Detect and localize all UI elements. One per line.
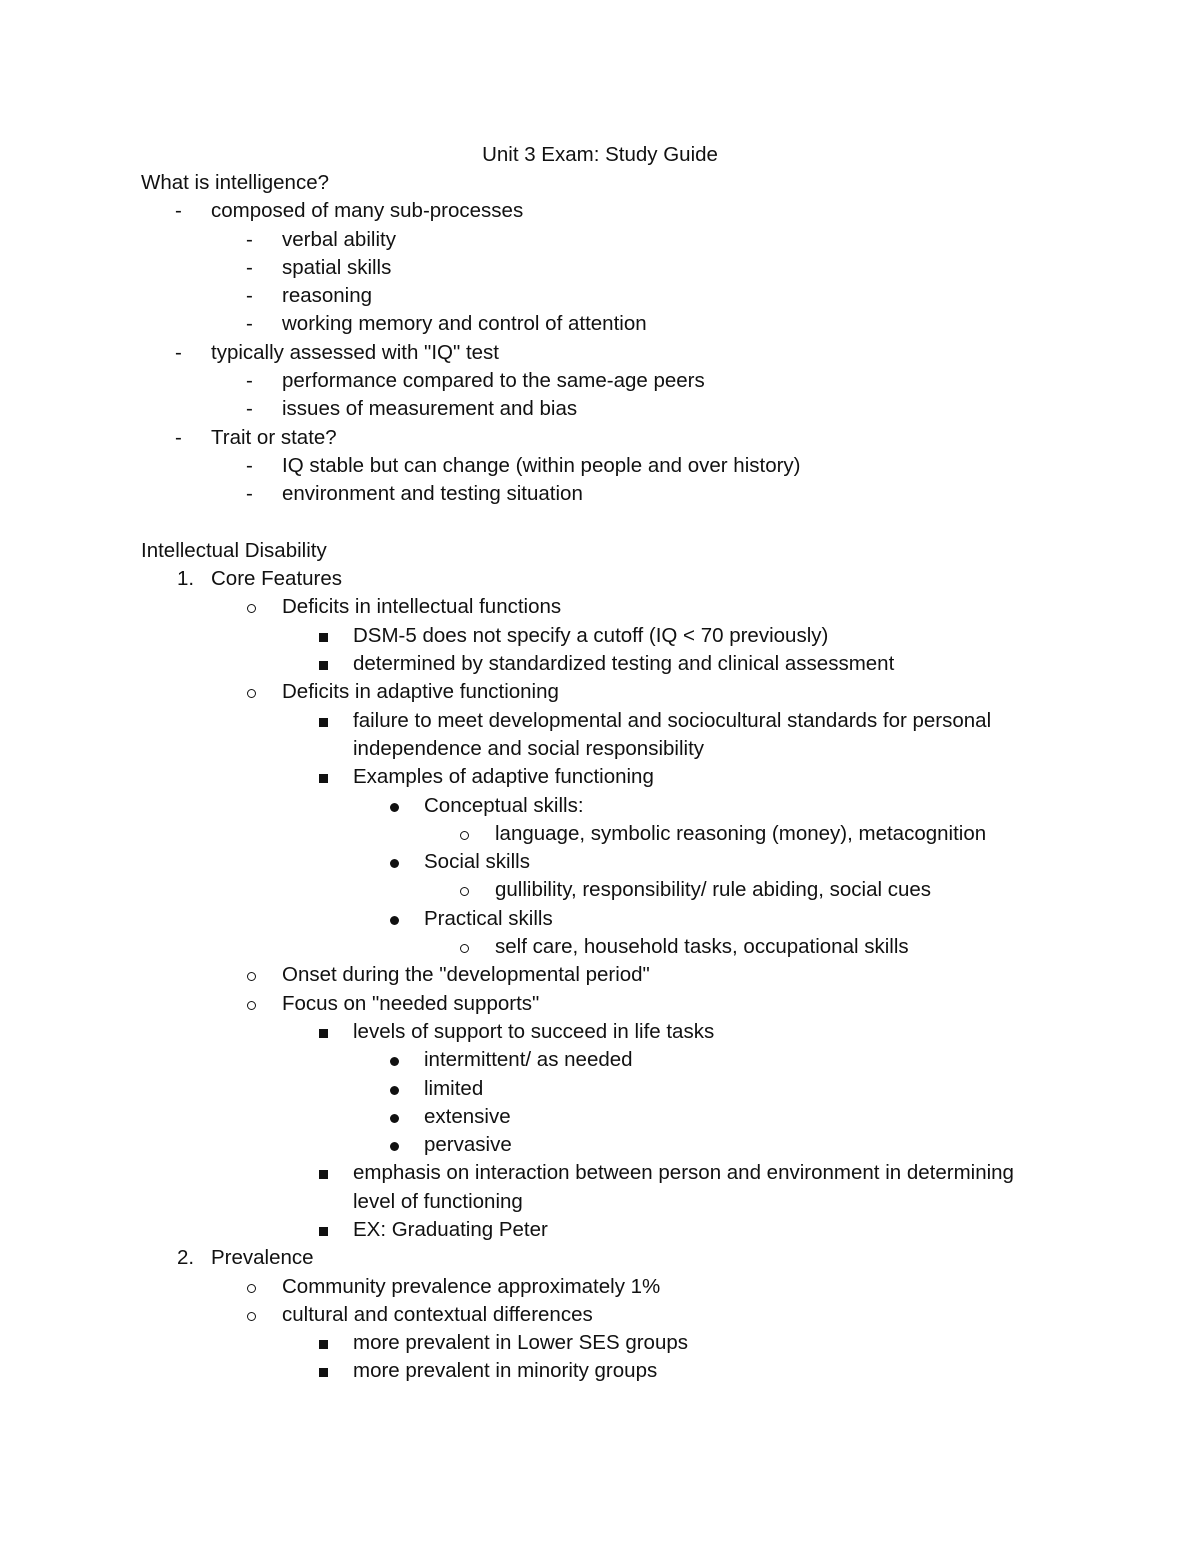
list-item: - Trait or state?	[141, 424, 1071, 452]
square-bullet	[319, 1029, 328, 1038]
dash-bullet: -	[246, 255, 253, 279]
hollow-circle-bullet	[247, 1312, 256, 1321]
list-item: EX: Graduating Peter	[141, 1216, 1071, 1244]
dash-bullet: -	[175, 425, 182, 449]
list-item: cultural and contextual differences	[141, 1301, 1071, 1329]
dash-bullet: -	[175, 199, 182, 223]
list-item: determined by standardized testing and clinical assessment	[141, 650, 1071, 678]
square-bullet	[319, 1227, 328, 1236]
list-item: - spatial skills	[141, 254, 1071, 282]
filled-circle-bullet	[390, 803, 399, 812]
list-number: 1.	[177, 567, 195, 591]
blank-line	[141, 509, 1071, 537]
list-item: limited	[141, 1075, 1071, 1103]
filled-circle-bullet	[390, 1086, 399, 1095]
list-item: extensive	[141, 1103, 1071, 1131]
filled-circle-bullet	[390, 1114, 399, 1123]
hollow-circle-bullet	[247, 1001, 256, 1010]
hollow-circle-bullet	[247, 972, 256, 981]
list-item: self care, household tasks, occupational skills	[141, 933, 1071, 961]
square-bullet	[319, 1368, 328, 1377]
dash-bullet: -	[246, 369, 253, 393]
list-item: pervasive	[141, 1131, 1071, 1159]
list-item: Examples of adaptive functioning	[141, 763, 1071, 791]
hollow-circle-bullet	[247, 604, 256, 613]
filled-circle-bullet	[390, 859, 399, 868]
dash-bullet: -	[246, 312, 253, 336]
list-item: Practical skills	[141, 905, 1071, 933]
dash-bullet: -	[175, 340, 182, 364]
square-bullet	[319, 633, 328, 642]
list-item: Focus on "needed supports"	[141, 990, 1071, 1018]
list-item: Conceptual skills:	[141, 792, 1071, 820]
square-bullet	[319, 1340, 328, 1349]
list-item: emphasis on interaction between person and environment in determining level of functioning	[141, 1159, 1071, 1216]
list-item: gullibility, responsibility/ rule abiding, social cues	[141, 876, 1071, 904]
list-item: - environment and testing situation	[141, 480, 1071, 508]
hollow-circle-bullet	[460, 831, 469, 840]
numbered-item-core-features: 1. Core Features	[141, 565, 1071, 593]
dash-bullet: -	[246, 284, 253, 308]
document-body	[141, 169, 1071, 1386]
section-heading-intelligence: What is intelligence?	[141, 171, 330, 194]
list-item: - reasoning	[141, 282, 1071, 310]
list-item: - working memory and control of attention	[141, 310, 1071, 338]
list-item: Onset during the "developmental period"	[141, 961, 1071, 989]
hollow-circle-bullet	[247, 689, 256, 698]
dash-bullet: -	[246, 227, 253, 251]
list-item: - verbal ability	[141, 226, 1071, 254]
dash-bullet: -	[246, 453, 253, 477]
numbered-item-prevalence: 2. Prevalence	[141, 1244, 1071, 1272]
list-item: - performance compared to the same-age peers	[141, 367, 1071, 395]
list-item: Deficits in intellectual functions	[141, 593, 1071, 621]
list-item: - IQ stable but can change (within people and over history)	[141, 452, 1071, 480]
list-number: 2.	[177, 1246, 195, 1270]
list-item: more prevalent in minority groups	[141, 1357, 1071, 1385]
square-bullet	[319, 774, 328, 783]
list-item: Deficits in adaptive functioning	[141, 678, 1071, 706]
square-bullet	[319, 718, 328, 727]
document-title: Unit 3 Exam: Study Guide	[482, 143, 718, 166]
square-bullet	[319, 661, 328, 670]
list-item: more prevalent in Lower SES groups	[141, 1329, 1071, 1357]
dash-bullet: -	[246, 482, 253, 506]
square-bullet	[319, 1170, 328, 1179]
list-item: language, symbolic reasoning (money), metacognition	[141, 820, 1071, 848]
list-item: failure to meet developmental and sociocultural standards for personal independence and social responsibility	[141, 707, 1071, 764]
filled-circle-bullet	[390, 1142, 399, 1151]
list-item: levels of support to succeed in life tasks	[141, 1018, 1071, 1046]
hollow-circle-bullet	[460, 887, 469, 896]
hollow-circle-bullet	[460, 944, 469, 953]
list-item: DSM-5 does not specify a cutoff (IQ < 70 previously)	[141, 622, 1071, 650]
section-heading-intellectual-disability: Intellectual Disability	[141, 538, 327, 562]
list-item: - issues of measurement and bias	[141, 395, 1071, 423]
hollow-circle-bullet	[247, 1284, 256, 1293]
filled-circle-bullet	[390, 1057, 399, 1066]
list-item: Social skills	[141, 848, 1071, 876]
list-item: - composed of many sub-processes	[141, 197, 1071, 225]
dash-bullet: -	[246, 397, 253, 421]
list-item: - typically assessed with "IQ" test	[141, 339, 1071, 367]
list-item: intermittent/ as needed	[141, 1046, 1071, 1074]
filled-circle-bullet	[390, 916, 399, 925]
list-item: Community prevalence approximately 1%	[141, 1273, 1071, 1301]
